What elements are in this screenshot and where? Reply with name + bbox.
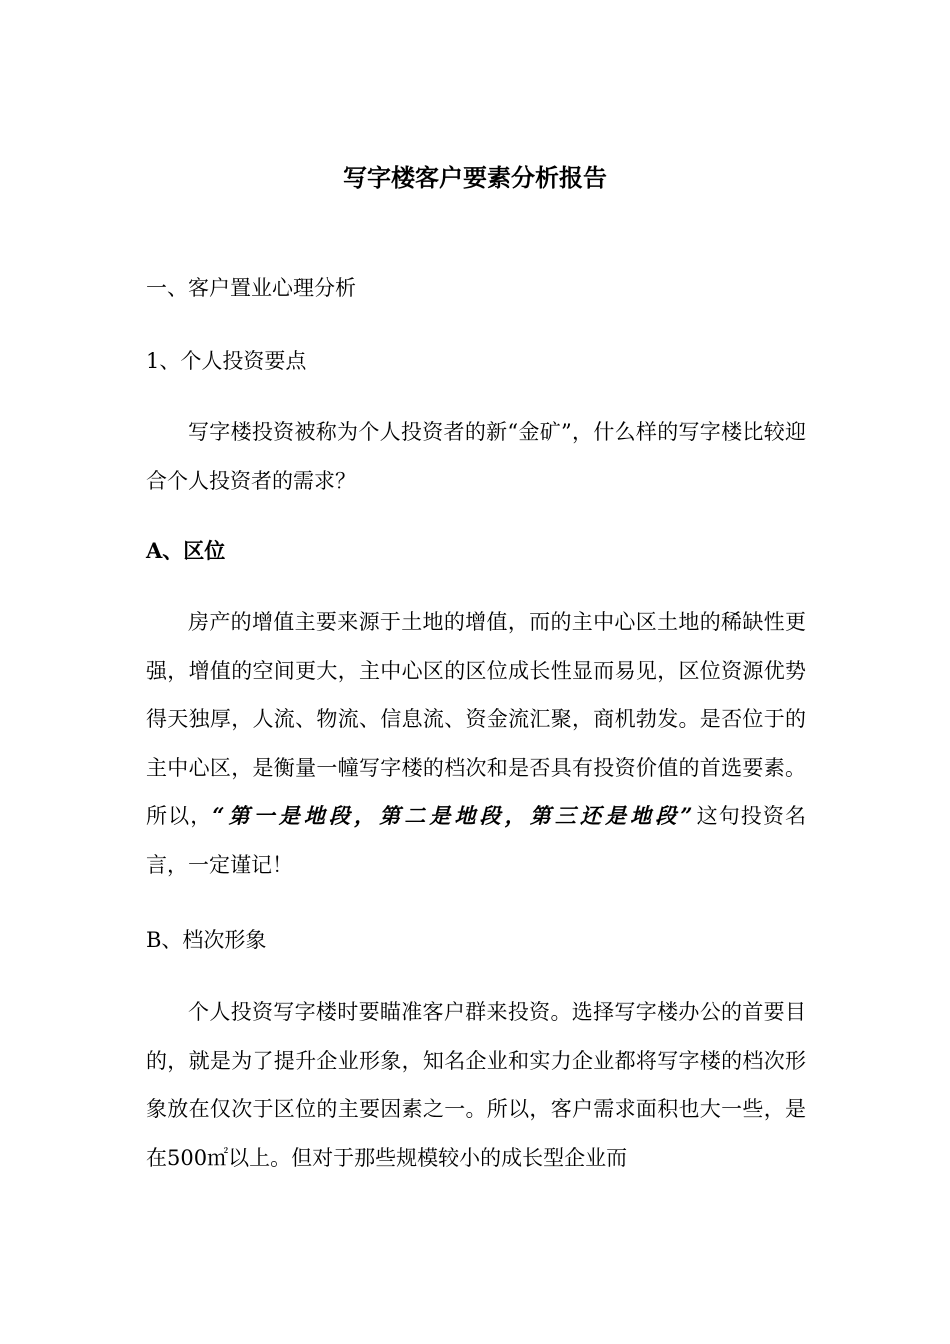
part-a-paragraph <box>146 598 806 889</box>
part-b-paragraph: 个人投资写字楼时要瞄准客户群来投资。选择写字楼办公的首要目的，就是为了提升企业形象，知名企业和实力企业都将写字楼的档次形象放在仅次于区位的主要因素之一。所以，客户需求面积也大一些，是在500㎡以上。但对于那些规模较小的成长型企业而 <box>146 1000 806 1170</box>
subsection-heading: 1、个人投资要点 <box>146 349 307 373</box>
part-b-heading: B、档次形象 <box>146 928 267 952</box>
part-a-heading: A、区位 <box>146 538 226 563</box>
section-heading: 一、客户置业心理分析 <box>146 276 356 300</box>
intro-paragraph: 写字楼投资被称为个人投资者的新“金矿”，什么样的写字楼比较迎合个人投资者的需求？ <box>146 420 806 493</box>
part-a-text: 房产的增值主要来源于土地的增值，而的主中心区土地的稀缺性更强，增值的空间更大，主中心区的区位成长性显而易见，区位资源优势得天独厚，人流、物流、信息流、资金流汇聚，商机勃发。是否位于的主中心区，是衡量一幢写字楼的档次和是否具有投资价值的首选要素。所以， <box>146 610 806 828</box>
investment-quote: “第一是地段，第二是地段，第三还是地段” <box>212 803 696 828</box>
part-a-text-end: 这句投资名言，一定谨记！ <box>146 804 807 877</box>
document-title: 写字楼客户要素分析报告 <box>343 163 607 192</box>
